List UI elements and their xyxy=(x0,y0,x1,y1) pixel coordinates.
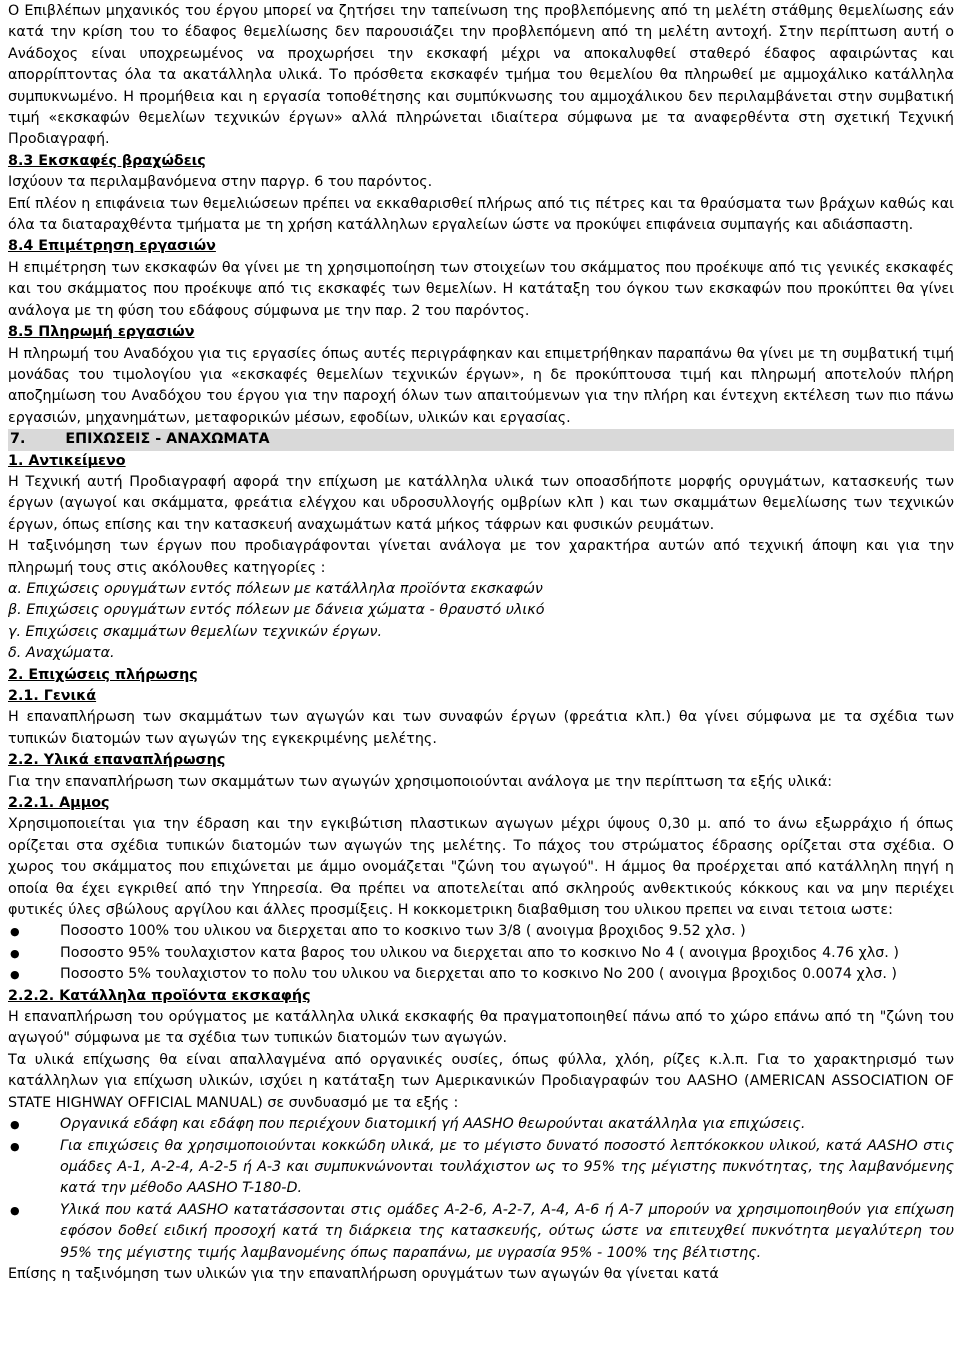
paragraph: Η επιμέτρηση των εκσκαφών θα γίνει με τη χρησιμοποίηση των στοιχείων του σκάμματος που προέκυψε από τις γενικές εκσκαφές και του σκάμματος που προέκυψε από τις εκσκαφές των θεμελίων. Η κατάταξη του όγκου των εκσκαφών που προκύπτει θα γίνει ανάλογα με τη φύση του εδάφους σύμφωνα με την παρ. 2 του παρόντος. xyxy=(8,259,954,319)
section-heading-2-2-1: 2.2.1. Αμμος xyxy=(8,795,110,812)
bullet-list xyxy=(8,921,954,985)
paragraph: Επί πλέον η επιφάνεια των θεμελιώσεων πρέπει να εκκαθαρισθεί πλήρως από τις πέτρες και τα θραύσματα των βράχων καθώς και όλα τα διαταραχθέντα τμήματα με τη χρήση κατάλληλων εργαλείων ώστε να προκύψει επιφάνεια συμπαγής και αδιάσπαστη. xyxy=(8,195,954,234)
document-page xyxy=(8,1,954,1285)
section-heading-8-4: 8.4 Επιμέτρηση εργασιών xyxy=(8,238,216,255)
paragraph: Η επαναπλήρωση των σκαμμάτων των αγωγών και των συναφών έργων (φρεάτια κλπ.) θα γίνει σύμφωνα με τα σχέδια των τυπικών διατομών των αγωγών της εγκεκριμένης μελέτης. xyxy=(8,709,954,747)
paragraph: Η επαναπλήρωση του ορύγματος με κατάλληλα υλικά εκσκαφής θα πραγματοποιηθεί πάνω από το χώρο επάνω από τη "ζώνη του αγωγού" σύμφωνα με τα σχέδια των τυπικών διατομών των αγωγών. xyxy=(8,1009,954,1047)
section-heading-2-1: 2.1. Γενικά xyxy=(8,687,97,704)
paragraph: Επίσης η ταξινόμηση των υλικών για την επαναπλήρωση ορυγμάτων των αγωγών θα γίνεται κατά xyxy=(8,1265,719,1282)
paragraph: Η Τεχνική αυτή Προδιαγραφή αφορά την επίχωση με κατάλληλα υλικά των οποασδήποτε μορφής ορυγμάτων, κατασκευής των έργων (αγωγοί και σκάμματα, φρεάτια ελέγχου και υδροσυλλογής ομβρίων κλπ ) και των σκαμμάτων θεμελίωσης των τεχνικών έργων, όπως επίσης και την κατασκευή αναχωμάτων κατά μήκος τάφρων και φυσικών ρευμάτων. xyxy=(8,473,954,533)
section-heading-8-3: 8.3 Εκσκαφές βραχώδεις xyxy=(8,152,206,169)
paragraph: Η πληρωμή του Αναδόχου για τις εργασίες όπως αυτές περιγράφηκαν και επιμετρήθηκαν παραπάνω θα γίνει με τη συμβατική τιμή μονάδας του τιμολογίου για «εκσκαφές θεμελίων τεχνικών έργων», η δε προκύπτουσα τιμή και πληρωμή αποτελούν πλήρη αποζημίωση του Αναδόχου του έργου για την παροχή όλων των απαιτούμενων για την πλήρη και έντεχνη εκτέλεση των πιο πάνω εργασιών, μηχανημάτων, μεταφορικών μέσων, εφοδίων, υλικών και εργασίας. xyxy=(8,345,954,426)
section-heading-8-5: 8.5 Πληρωμή εργασιών xyxy=(8,324,195,341)
section-heading-2-2-2: 2.2.2. Κατάλληλα προϊόντα εκσκαφής xyxy=(8,987,311,1004)
list-item: ● Οργανικά εδάφη και εδάφη που περιέχουν διατομική γή AASHO θεωρούνται ακατάλληλα για επιχώσεις. xyxy=(8,1114,954,1135)
bullet-list xyxy=(8,1114,954,1264)
category-item: α. Επιχώσεις ορυγμάτων εντός πόλεων με κατάλληλα προϊόντα εκσκαφών xyxy=(8,580,543,597)
section-heading-2: 2. Επιχώσεις πλήρωσης xyxy=(8,666,198,683)
paragraph: Η ταξινόμηση των έργων που προδιαγράφονται γίνεται ανάλογα με τον χαρακτήρα αυτών από τεχνική άποψη και για την πληρωμή τους στις ακόλουθες κατηγορίες : xyxy=(8,538,954,576)
paragraph: Ισχύουν τα περιλαμβανόμενα στην παργρ. 6 του παρόντος. xyxy=(8,174,433,191)
section-heading-2-2: 2.2. Υλικά επαναπλήρωσης xyxy=(8,752,226,769)
chapter-number: 7. xyxy=(10,431,26,448)
paragraph: Τα υλικά επίχωσης θα είναι απαλλαγμένα από οργανικές ουσίες, όπως φύλλα, χλόη, ρίζες κ.λ.π. Για το χαρακτηρισμό των κατάλληλων για επίχωση υλικών, ισχύει η κατάταξη των Αμερικανικών Προδιαγραφών του AASHO (AMERICAN ASSOCIATION OF STATE HIGHWAY OFFICIAL MANUAL) σε συνδυασμό με τα εξής : xyxy=(8,1051,954,1111)
category-item: γ. Επιχώσεις σκαμμάτων θεμελίων τεχνικών έργων. xyxy=(8,623,383,640)
list-item: ● Υλικά που κατά AASHO κατατάσσονται στις ομάδες Α-2-6, Α-2-7, Α-4, Α-6 ή Α-7 μπορούν να χρησιμοποιηθούν για επίχωση εφόσον δοθεί ειδική προσοχή κατά τη διάρκεια της κατασκευής, ούτως ώστε να επιτευχθεί πυκνότητα μεγαλύτερη του 95% της μέγιστης τιμής λαμβανομένης όπως παραπάνω, με υγρασία 95% - 100% της βέλτιστης. xyxy=(8,1200,954,1264)
list-item: ● Ποσοστο 100% του υλικου να διερχεται απο το κοσκινο των 3/8 ( ανοιγμα βροχιδος 9.52 χλσ. ) xyxy=(8,921,954,942)
list-item: ● Για επιχώσεις θα χρησιμοποιούνται κοκκώδη υλικά, με το μέγιστο δυνατό ποσοστό λεπτόκοκκου υλικού, κατά AASHO στις ομάδες Α-1, Α-2-4, Α-2-5 ή Α-3 και συμπυκνώνονται τουλάχιστον ως το 95% της μέγιστης πυκνότητας, της λαμβανόμενης κατά την μέθοδο AASHO T-180-D. xyxy=(8,1136,954,1200)
category-item: β. Επιχώσεις ορυγμάτων εντός πόλεων με δάνεια χώματα - θραυστό υλικό xyxy=(8,602,545,619)
section-heading-1: 1. Αντικείμενο xyxy=(8,452,126,469)
paragraph: Χρησιμοποιείται για την έδραση και την εγκιβώτιση πλαστικων αγωγων μέχρι ύψους 0,30 μ. από το άνω εξωρράχιο ή όπως ορίζεται στα σχέδια τυπικών διατομών των αγωγών της μελέτης. Το πάχος του στρώματος έδρασης ορίζεται στα σχέδια. Ο χωρος του σκάμματος που επιχώνεται με άμμο ονομάζεται "ζώνη του αγωγού". Η άμμος θα προέρχεται από κατάλληλη πηγή η οποία θα έχει εγκριθεί από την Υπηρεσία. Θα πρέπει να αποτελείται από σκληρούς ανθεκτικούς κόκκους και να μην περιέχει φυτικές ύλες σβώλους αργίλου και άλλες προσμίξεις. Η κοκκομετρικη διαβαθμιση του υλικου πρεπει να ειναι τετοια ωστε: xyxy=(8,816,954,919)
paragraph: Για την επαναπλήρωση των σκαμμάτων των αγωγών χρησιμοποιούνται ανάλογα με την περίπτωση τα εξής υλικά: xyxy=(8,773,833,790)
paragraph: Ο Επιβλέπων μηχανικός του έργου μπορεί να ζητήσει την ταπείνωση της προβλεπόμενης από τη μελέτη στάθμης θεμελίωσης εάν κατά την κρίση του το έδαφος θεμελίωσης δεν παρουσιάζει την προβλεπόμενη από τη μελέτη αντοχή. Στην περίπτωση αυτή ο Ανάδοχος είναι υποχρεωμένος να προχωρήσει την εκσκαφή μέχρι να αποκαλυφθεί σταθερό έδαφος αφαιρώντας και απορρίπτοντας όλα τα ακατάλληλα υλικά. Το πρόσθετα εκσκαφέν τμήμα του θεμελίου θα πληρωθεί με αμμοχάλικο κατάλληλα συμπυκνωμένο. Η προμήθεια και η εργασία τοποθέτησης και συμπύκνωσης του αμμοχάλικου δεν περιλαμβάνεται στην συμβατική τιμή «εκσκαφών θεμελίων τεχνικών έργων» αλλά πληρώνεται ιδιαίτερα σύμφωνα με τα αναφερθέντα στη σχετική Τεχνική Προδιαγραφή. xyxy=(8,3,954,148)
list-item: ● Ποσοστο 95% τουλαχιστον κατα βαρος του υλικου να διερχεται απο το κοσκινο Νο 4 ( ανοιγμα βροχιδος 4.76 χλσ. ) xyxy=(8,943,954,964)
category-item: δ. Αναχώματα. xyxy=(8,645,115,662)
chapter-title: ΕΠΙΧΩΣΕΙΣ - ΑΝΑΧΩΜΑΤΑ xyxy=(65,431,270,448)
chapter-heading-7 xyxy=(8,429,954,450)
list-item: ● Ποσοστο 5% τουλαχιστον το πολυ του υλικου να διερχεται απο το κοσκινο Νο 200 ( ανοιγμα βροχιδος 0.0074 χλσ. ) xyxy=(8,964,954,985)
